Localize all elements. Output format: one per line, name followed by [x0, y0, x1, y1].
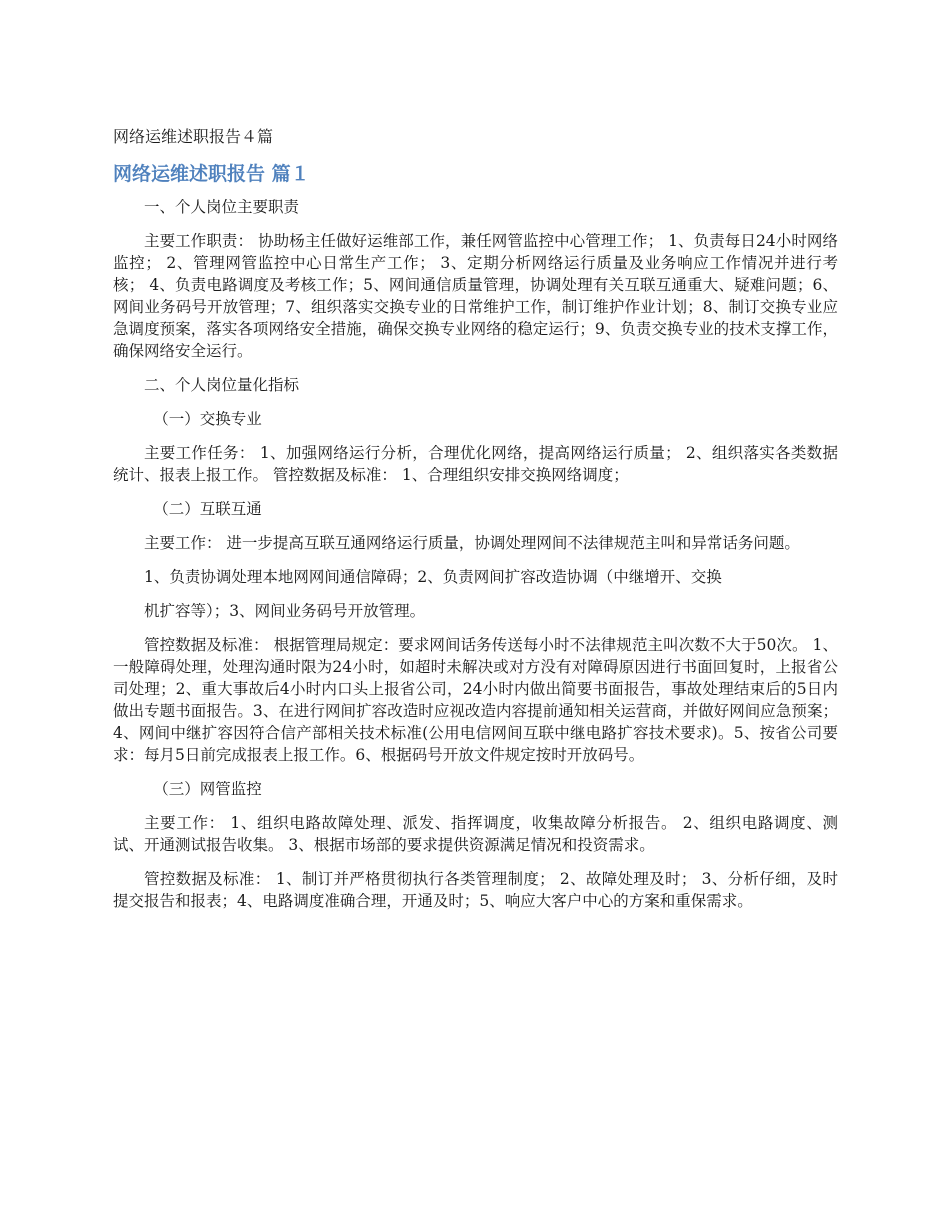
paragraph-monitoring-work: 主要工作： 1、组织电路故障处理、派发、指挥调度，收集故障分析报告。 2、组织电路调度、测试、开通测试报告收集。 3、根据市场部的要求提供资源满足情况和投资需求。	[113, 814, 838, 854]
paragraph-monitoring-standards: 管控数据及标准： 1、制订并严格贯彻执行各类管理制度； 2、故障处理及时； 3、分析仔细，及时提交报告和报表；4、电路调度准确合理，开通及时；5、响应大客户中心的方案和重保需求。	[113, 870, 838, 910]
paragraph-interconnection-work: 主要工作： 进一步提高互联互通网络运行质量，协调处理网间不法律规范主叫和异常话务问题。	[144, 534, 800, 552]
subheading-interconnection: （二）互联互通	[153, 500, 262, 518]
paragraph-switching: 主要工作任务： 1、加强网络运行分析，合理优化网络，提高网络运行质量； 2、组织落实各类数据统计、报表上报工作。 管控数据及标准： 1、合理组织安排交换网络调度；	[113, 444, 838, 484]
paragraph-duties: 主要工作职责： 协助杨主任做好运维部工作，兼任网管监控中心管理工作； 1、负责每日24小时网络监控； 2、管理网管监控中心日常生产工作； 3、定期分析网络运行质量及业务响应工作情况并进行考核； 4、负责电路调度及考核工作；5、网间通信质量管理，协调处理有关互联互通重大、疑难问题；6、网间业务码号开放管理；7、组织落实交换专业的日常维护工作，制订维护作业计划；8、制订交换专业应急调度预案，落实各项网络安全措施，确保交换专业网络的稳定运行；9、负责交换专业的技术支撑工作，确保网络安全运行。	[113, 232, 838, 360]
heading-duties: 一、个人岗位主要职责	[144, 198, 300, 216]
paragraph-interconnection-items-cont: 机扩容等）；3、网间业务码号开放管理。	[144, 602, 426, 620]
subheading-switching: （一）交换专业	[153, 410, 262, 428]
subheading-network-monitoring: （三）网管监控	[153, 780, 262, 798]
heading-indicators: 二、个人岗位量化指标	[144, 376, 300, 394]
paragraph-interconnection-standards: 管控数据及标准： 根据管理局规定：要求网间话务传送每小时不法律规范主叫次数不大于50次。 1、一般障碍处理，处理沟通时限为24小时，如超时未解决或对方没有对障碍原因进行书面回复时，上报省公司处理；2、重大事故后4小时内口头上报省公司，24小时内做出简要书面报告，事故处理结束后的5日内做出专题书面报告。3、在进行网间扩容改造时应视改造内容提前通知相关运营商，并做好网间应急预案；4、网间中继扩容因符合信产部相关技术标准(公用电信网间互联中继电路扩容技术要求)。5、按省公司要求：每月5日前完成报表上报工作。6、根据码号开放文件规定按时开放码号。	[113, 636, 838, 764]
document-title: 网络运维述职报告４篇	[113, 127, 274, 146]
section-heading: 网络运维述职报告 篇１	[113, 163, 310, 185]
paragraph-interconnection-items: 1、负责协调处理本地网网间通信障碍；2、负责网间扩容改造协调（中继增开、交换	[144, 568, 722, 586]
document-page	[113, 124, 838, 924]
